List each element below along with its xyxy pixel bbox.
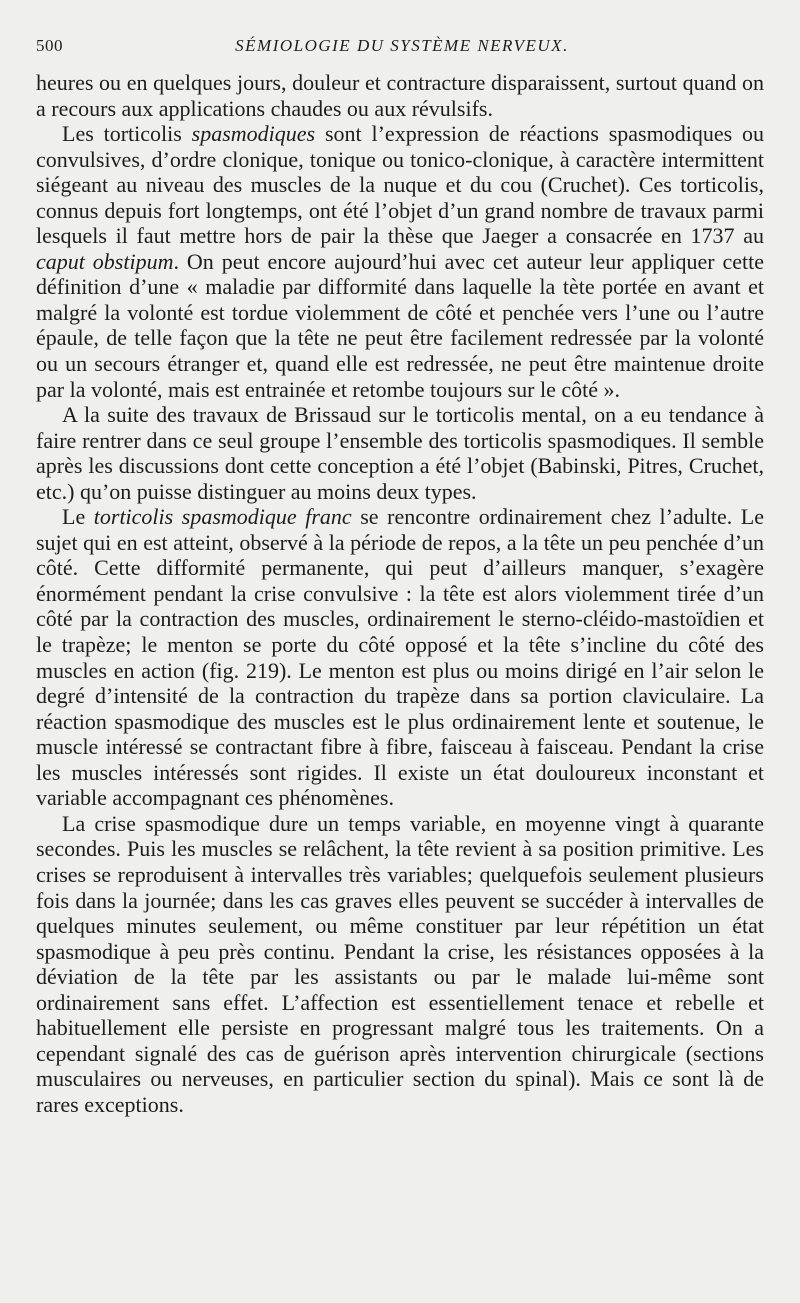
paragraph-1: heures ou en quelques jours, douleur et contracture disparaissent, surtout quand on a recours aux applications chaudes ou aux révulsifs. xyxy=(36,70,764,121)
paragraph-2-part-a: Les torticolis xyxy=(62,121,192,147)
body-text xyxy=(36,70,764,1117)
paragraph-4-part-c: se rencontre ordinairement chez l’adulte. Le sujet qui en est atteint, observé à la période de repos, a la tête un peu penchée d’un côté. Cette difformité permanente, qui peut d’ailleurs manquer, s’exagère énormément pendant la crise convulsive : la tête est alors violemment tirée d’un côté par la contraction des muscles, ordinairement le sterno-cléido-mastoïdien et le trapèze; le menton se porte du côté opposé et la tête s’incline du côté des muscles en action (fig. 219). Le menton est plus ou moins dirigé en l’air selon le degré d’intensité de la contraction du trapèze dans sa portion claviculaire. La réaction spasmodique des muscles est le plus ordinairement lente et soutenue, le muscle intéressé se contractant fibre à fibre, faisceau à faisceau. Pendant la crise les muscles intéressés sont rigides. Il existe un état douloureux inconstant et variable accompagnant ces phénomènes. xyxy=(36,504,764,811)
paragraph-2-part-e: . On peut encore aujourd’hui avec cet auteur leur appliquer cette définition d’une « maladie par difformité dans laquelle la tète portée en avant et malgré la volonté est tordue violemment de côté et penchée vers l’une ou l’autre épaule, de telle façon que la tête ne peut être facilement redressée par la volonté ou un secours étranger et, quand elle est redressée, ne peut être maintenue droite par la volonté, mais est entrainée et retombe toujours sur le côté ». xyxy=(36,248,764,402)
page-number: 500 xyxy=(36,36,63,55)
paragraph-4-part-a: Le xyxy=(62,504,94,530)
paragraph-2-part-c: sont l’expression de réactions spasmodiques ou convulsives, d’ordre clonique, tonique ou tonico-clonique, à caractère intermittent siégeant au niveau des muscles de la nuque et du cou (Cruchet). Ces torticolis, connus depuis fort longtemps, ont été l’objet d’un grand nombre de travaux parmi lesquels il faut mettre hors de pair la thèse que Jaeger a consacrée en 1737 au xyxy=(36,121,764,249)
paragraph-5: La crise spasmodique dure un temps variable, en moyenne vingt à quarante secondes. Puis les muscles se relâchent, la tête revient à sa position primitive. Les crises se reproduisent à intervalles très variables; quelquefois seulement plusieurs fois dans la journée; dans les cas graves elles peuvent se succéder à intervalles de quelques minutes seulement, ou même constituer par leur répétition un état spasmodique à peu près continu. Pendant la crise, les résistances opposées à la déviation de la tête par les assistants ou par le malade lui-même sont ordinairement sans effet. L’affection est essentiellement tenace et rebelle et habituellement elle persiste en progressant malgré tous les traitements. On a cependant signalé des cas de guérison après intervention chirurgicale (sections musculaires ou nerveuses, en particulier section du spinal). Mais ce sont là de rares exceptions. xyxy=(36,810,764,1117)
paragraph-2-italic-spasmodiques: spasmodiques xyxy=(191,121,316,147)
paragraph-2 xyxy=(36,121,764,402)
paragraph-2-italic-caput-obstipum: caput obstipum xyxy=(36,248,174,274)
paragraph-3: A la suite des travaux de Brissaud sur le torticolis mental, on a eu tendance à faire rentrer dans ce seul groupe l’ensemble des torticolis spasmodiques. Il semble après les discussions dont cette conception a été l’objet (Babinski, Pitres, Cruchet, etc.) qu’on puisse distinguer au moins deux types. xyxy=(36,402,764,504)
paragraph-4 xyxy=(36,504,764,811)
running-title: SÉMIOLOGIE DU SYSTÈME NERVEUX. xyxy=(235,36,569,55)
page-header xyxy=(36,36,768,60)
paragraph-4-italic-term: torticolis spasmodique franc xyxy=(93,504,352,530)
